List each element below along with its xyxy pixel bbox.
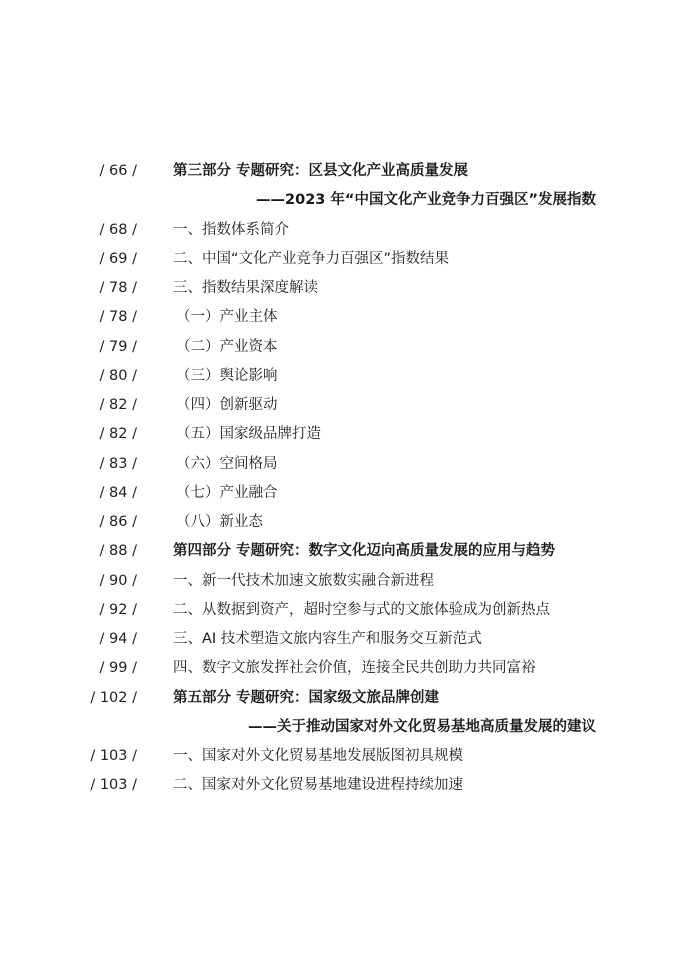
- toc-entry-title: 一、国家对外文化贸易基地发展版图初具规模: [173, 748, 463, 764]
- toc-entry-title: （五）国家级品牌打造: [176, 426, 321, 443]
- toc-part-title: 第三部分 专题研究：区县文化产业高质量发展: [173, 163, 469, 179]
- toc-page-number: / 102 /: [90, 689, 137, 706]
- toc-row: [0, 158, 687, 184]
- toc-page-number: / 103 /: [90, 777, 137, 794]
- toc-entry-title: 三、AI 技术塑造文旅内容生产和服务交互新范式: [173, 631, 482, 647]
- toc-page-number: / 88 /: [99, 543, 137, 560]
- toc-row: [0, 334, 687, 360]
- toc-page-number: / 90 /: [99, 572, 137, 589]
- toc-page-number: / 94 /: [99, 631, 137, 647]
- toc-entry-title: 二、国家对外文化贸易基地建设进程持续加速: [173, 777, 463, 794]
- toc-page-number: / 84 /: [99, 484, 137, 501]
- toc-row: [0, 451, 687, 477]
- toc-row: [0, 538, 687, 564]
- toc-page-number: / 83 /: [99, 455, 137, 472]
- toc-part-title: ——2023 年“中国文化产业竞争力百强区”发展指数: [256, 192, 596, 209]
- toc-row: [0, 568, 687, 594]
- toc-entry-title: 三、指数结果深度解读: [173, 280, 318, 296]
- toc-entry-title: 四、数字文旅发挥社会价值，连接全民共创助力共同富裕: [173, 660, 536, 677]
- toc-entry-title: （二）产业资本: [176, 338, 278, 355]
- toc-row: [0, 772, 687, 798]
- toc-page-number: / 68 /: [99, 221, 137, 238]
- toc-row: [0, 421, 687, 447]
- toc-entry-title: （四）创新驱动: [176, 397, 278, 413]
- toc-page-number: / 103 /: [90, 748, 137, 764]
- toc-subtitle-row: [0, 187, 687, 213]
- toc-page-number: / 99 /: [99, 660, 137, 677]
- toc-row: [0, 217, 687, 243]
- toc-part-title: 第五部分 专题研究：国家级文旅品牌创建: [173, 689, 440, 706]
- toc-subtitle-row: [0, 714, 687, 740]
- toc-entry-title: 二、从数据到资产，超时空参与式的文旅体验成为创新热点: [173, 601, 550, 618]
- toc-page-number: / 82 /: [99, 397, 137, 413]
- toc-row: [0, 275, 687, 301]
- toc-entry-title: 一、新一代技术加速文旅数实融合新进程: [173, 572, 434, 589]
- toc-row: [0, 392, 687, 418]
- toc-entry-title: 二、中国“文化产业竞争力百强区”指数结果: [173, 250, 450, 267]
- toc-entry-title: （一）产业主体: [176, 309, 278, 326]
- toc-entry-title: 一、指数体系简介: [173, 221, 289, 238]
- toc-page-number: / 92 /: [99, 601, 137, 618]
- toc-page-number: / 78 /: [99, 309, 137, 326]
- toc-part-title: ——关于推动国家对外文化贸易基地高质量发展的建议: [248, 718, 596, 735]
- toc-row: [0, 597, 687, 623]
- toc-row: [0, 509, 687, 535]
- toc-page-number: / 79 /: [99, 338, 137, 355]
- toc-row: [0, 480, 687, 506]
- toc-page-number: / 69 /: [99, 250, 137, 267]
- toc-row: [0, 743, 687, 769]
- toc-page-number: / 86 /: [99, 514, 137, 530]
- toc-page-number: / 80 /: [99, 367, 137, 384]
- toc-part-title: 第四部分 专题研究：数字文化迈向高质量发展的应用与趋势: [173, 543, 556, 560]
- toc-entry-title: （八）新业态: [176, 514, 263, 530]
- toc-page-number: / 78 /: [99, 280, 137, 296]
- toc-page-number: / 66 /: [99, 163, 137, 179]
- toc-entry-title: （七）产业融合: [176, 484, 278, 501]
- toc-row: [0, 626, 687, 652]
- toc-entry-title: （三）舆论影响: [176, 367, 278, 384]
- toc-row: [0, 363, 687, 389]
- toc-row: [0, 304, 687, 330]
- toc-row: [0, 246, 687, 272]
- toc-row: [0, 655, 687, 681]
- toc-entry-title: （六）空间格局: [176, 455, 278, 472]
- toc-row: [0, 685, 687, 711]
- toc-page-number: / 82 /: [99, 426, 137, 443]
